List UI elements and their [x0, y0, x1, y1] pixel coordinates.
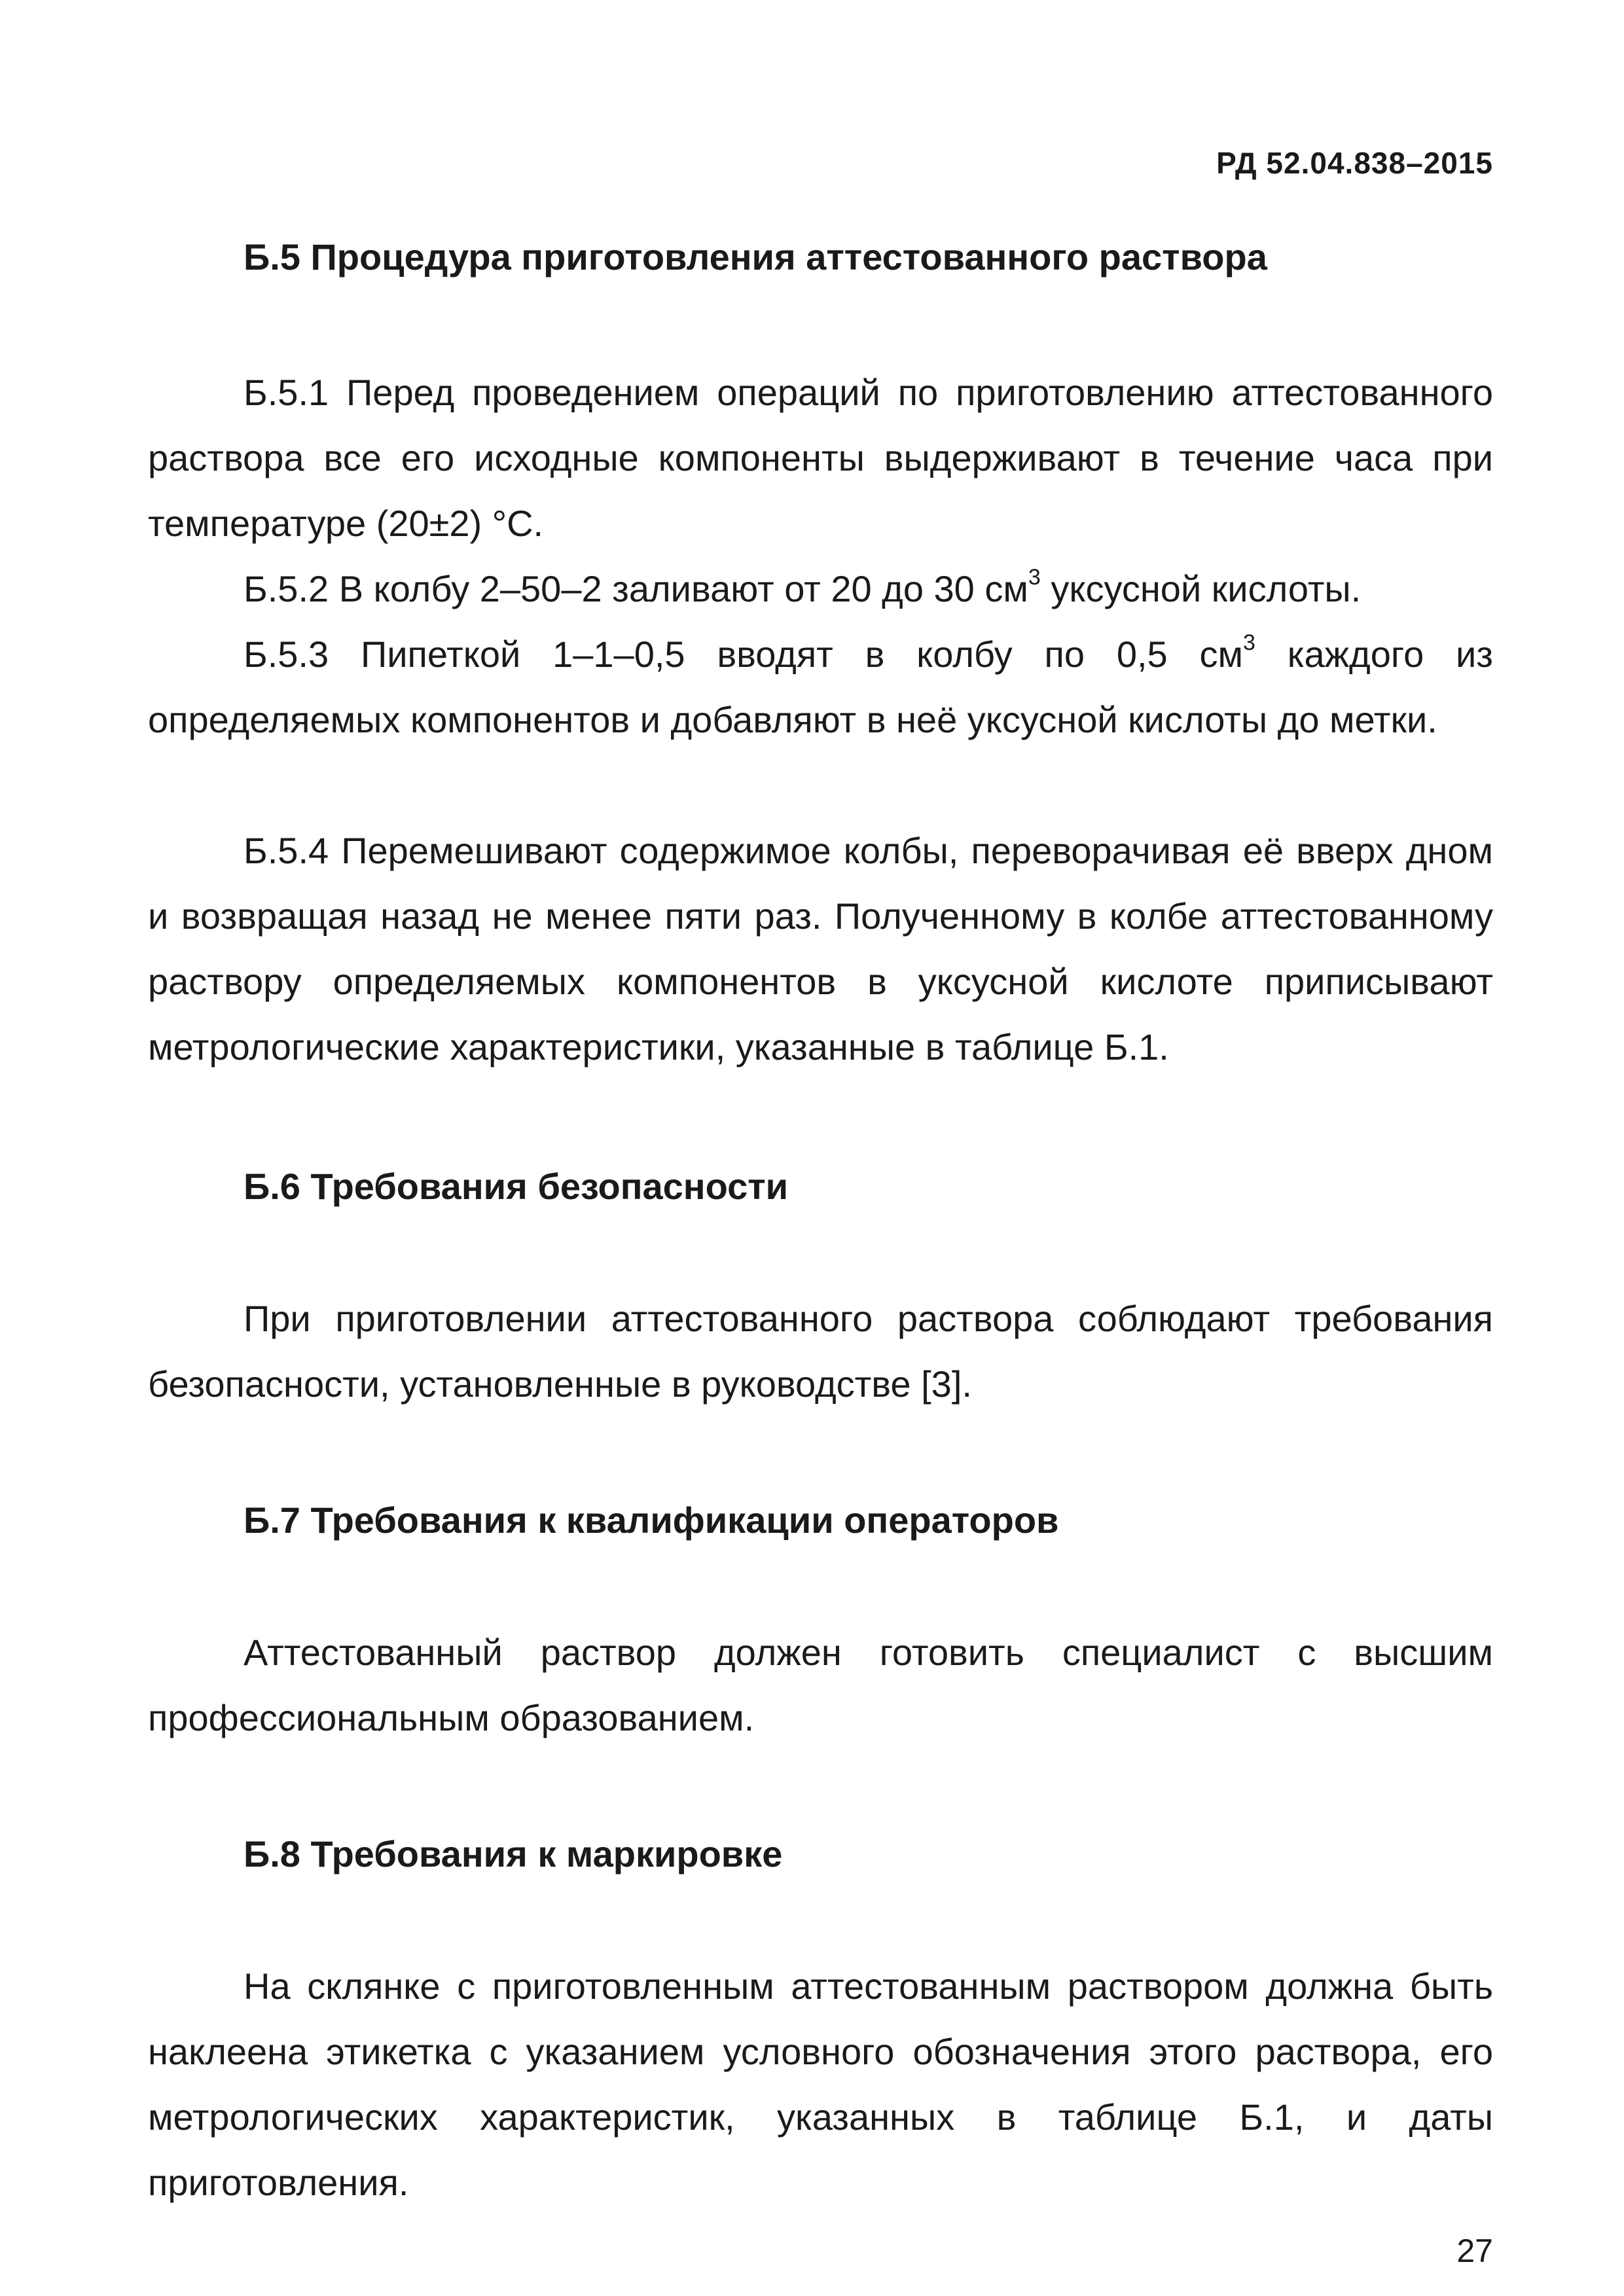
paragraph-b5-3-text-end: каждого из определяемых компонентов и добавляют в неё уксусной кислоты до метки.	[148, 634, 1493, 740]
paragraph-b5-4: Б.5.4 Перемешивают содержимое колбы, переворачивая её вверх дном и возвращая назад не менее пяти раз. Полученному в колбе аттестованному раствору определяемых компонентов в уксусной кислоте приписывают метрологические характеристики, указанные в таблице Б.1.	[148, 830, 1493, 1067]
section-heading-b7: Б.7 Требования к квалификации операторов	[244, 1499, 1059, 1541]
paragraph-b5-2-text-end: уксусной кислоты.	[1040, 568, 1362, 609]
paragraph-b6-1: При приготовлении аттестованного раствора соблюдают требования безопасности, установленные в руководстве [3].	[148, 1298, 1493, 1405]
paragraph-b8-1: На склянке с приготовленным аттестованным раствором должна быть наклеена этикетка с указанием условного обозначения этого раствора, его метрологических характеристик, указанных в таблице Б.1, и даты приготовления.	[148, 1965, 1493, 2203]
paragraph-b5-2	[148, 556, 1493, 622]
paragraph-b5-1: Б.5.1 Перед проведением операций по приготовлению аттестованного раствора все его исходные компоненты выдерживают в течение часа при температуре (20±2) °С.	[148, 372, 1493, 544]
superscript-3: 3	[1242, 630, 1255, 655]
section-heading-b8: Б.8 Требования к маркировке	[244, 1833, 783, 1874]
document-code: РД 52.04.838–2015	[1216, 146, 1493, 180]
superscript-3: 3	[1028, 565, 1041, 590]
paragraph-b7-1: Аттестованный раствор должен готовить специалист с высшим профессиональным образованием.	[148, 1632, 1493, 1738]
paragraph-b5-3-text: Б.5.3 Пипеткой 1–1–0,5 вводят в колбу по 0,5 см	[244, 634, 1243, 675]
section-heading-b5: Б.5 Процедура приготовления аттестованного раствора	[244, 236, 1267, 278]
paragraph-b5-2-text: Б.5.2 В колбу 2–50–2 заливают от 20 до 30 см	[244, 568, 1028, 609]
paragraph-b5-3	[148, 622, 1493, 753]
page-number: 27	[1456, 2233, 1493, 2269]
section-heading-b6: Б.6 Требования безопасности	[244, 1166, 789, 1207]
